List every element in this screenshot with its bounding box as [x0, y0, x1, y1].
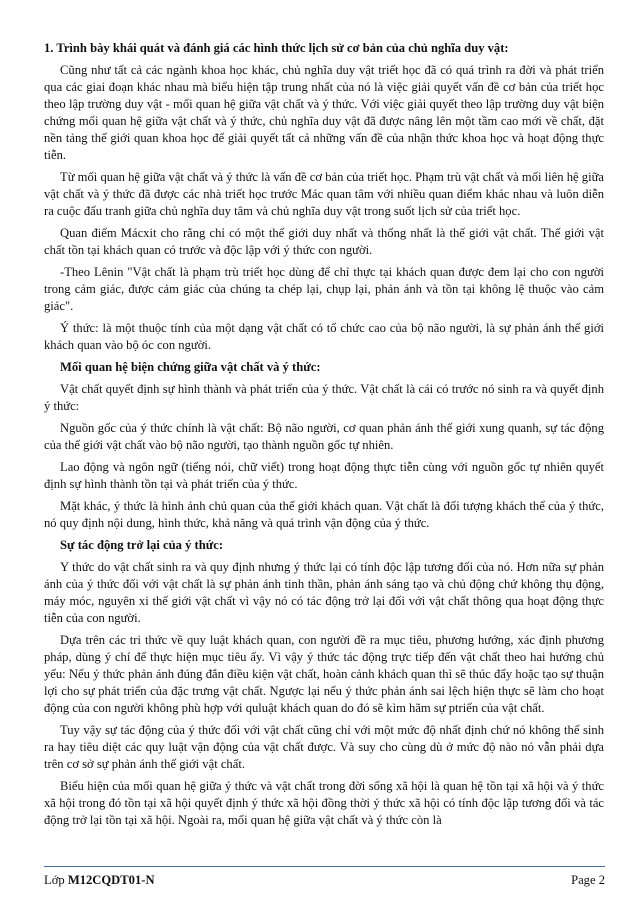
paragraph-relation-4: Mặt khác, ý thức là hình ảnh chủ quan của thế giới khách quan. Vật chất là đối tượng khách thể của ý thức, nó quy định nội dung, hình thức, khả năng và quá trình vận động của ý thức.	[44, 499, 604, 530]
paragraph-intro-4: -Theo Lênin "Vật chất là phạm trù triết học dùng để chỉ thực tại khách quan được đem lại cho con người trong cảm giác, được cảm giác của chúng ta chép lại, chụp lại, phản ánh và tồn tại không lệ thuộc vào cảm giác".	[44, 265, 604, 313]
paragraph-intro-5: Ý thức: là một thuộc tính của một dạng vật chất có tổ chức cao của bộ não người, là sự phản ánh thế giới khách quan vào bộ óc con người.	[44, 321, 604, 352]
section-heading: 1. Trình bày khái quát và đánh giá các hình thức lịch sử cơ bản của chủ nghĩa duy vật:	[44, 41, 509, 55]
paragraph-intro-1: Cũng như tất cả các ngành khoa học khác, chủ nghĩa duy vật triết học đã có quá trình ra đời và phát triển qua các giai đoạn khác nhau mà biểu hiện tập trung nhất của nó là việc giải quyết vấn đề cơ bản của triết học theo lập trường duy vật - mối quan hệ giữa vật chất và ý thức. Với việc giải quyết theo lập trường duy vật biện chứng mối quan hệ giữa vật chất và ý thức, chủ nghĩa duy vật đã được nâng lên một tầm cao mới về chất, đặt nền tảng thế giới quan khoa học để giải quyết tất cả những vấn đề của nhận thức khoa học và hoạt động thực tiễn.	[44, 63, 604, 162]
document-page	[44, 40, 604, 834]
subheading-relation: Mối quan hệ biện chứng giữa vật chất và ý thức:	[60, 360, 321, 374]
paragraph-intro-2: Từ mối quan hệ giữa vật chất và ý thức là vấn đề cơ bản của triết học. Phạm trù vật chất và mối liên hệ giữa vật chất và ý thức đã được các nhà triết học trước Mác quan tâm với nhiều quan điểm khác nhau và luôn diễn ra cuộc đấu tranh giữa chủ nghĩa duy tâm và chủ nghĩa duy vật trong suốt lịch sử của triết học.	[44, 170, 604, 218]
paragraph-intro-3: Quan điểm Mácxit cho rằng chỉ có một thế giới duy nhất và thống nhất là thế giới vật chất. Thế giới vật chất tồn tại khách quan có trước và độc lập với ý thức con người.	[44, 226, 604, 257]
paragraph-impact-3: Tuy vậy sự tác động của ý thức đối với vật chất cũng chỉ với một mức độ nhất định chứ nó không thể sinh ra hay tiêu diệt các quy luật vận động của vật chất được. Và suy cho cùng dù ở mức độ nào nó vẫn phải dựa trên cơ sở sự phản ánh thế giới vật chất.	[44, 723, 604, 771]
footer-page-number: Page 2	[571, 873, 605, 887]
paragraph-relation-1: Vật chất quyết định sự hình thành và phát triển của ý thức. Vật chất là cái có trước nó sinh ra và quyết định ý thức:	[44, 382, 604, 413]
footer-divider	[44, 866, 605, 867]
footer-class	[44, 872, 155, 888]
paragraph-relation-3: Lao động và ngôn ngữ (tiếng nói, chữ viết) trong hoạt động thực tiễn cùng với nguồn gốc tự nhiên quyết định sự hình thành tồn tại và phát triển của ý thức.	[44, 460, 604, 491]
paragraph-impact-1: Y thức do vật chất sinh ra và quy định nhưng ý thức lại có tính độc lập tương đối của nó. Hơn nữa sự phản ánh của ý thức đối với vật chất là sự phản ánh tinh thần, phản ánh sáng tạo và chủ động chứ không thụ động, máy móc, nguyên xi thế giới vật chất vì vậy nó có tác động trở lại đối với vật chất thông qua hoạt động thực tiễn của con người.	[44, 560, 604, 625]
footer-class-name: M12CQDT01-N	[67, 873, 155, 887]
subheading-impact: Sự tác động trở lại của ý thức:	[60, 538, 224, 552]
paragraph-impact-4: Biểu hiện của mối quan hệ giữa ý thức và vật chất trong đời sống xã hội là quan hệ tồn tại xã hội và ý thức xã hội trong đó tồn tại xã hội quyết định ý thức xã hội đồng thời ý thức xã hội có tính độc lập tương đối và tác động trở lại tồn tại xã hội. Ngoài ra, mối quan hệ giữa vật chất và ý thức còn là	[44, 779, 604, 827]
paragraph-impact-2: Dựa trên các tri thức về quy luật khách quan, con người đề ra mục tiêu, phương hướng, xác định phương pháp, dùng ý chí để thực hiện mục tiêu ấy. Vì vậy ý thức tác động trực tiếp đến vật chất theo hai hướng chủ yếu: Nếu ý thức phản ánh đúng đắn điều kiện vật chất, hoàn cảnh khách quan thì sẽ thúc đẩy hoặc tạo sự thuận lợi cho sự phát triển của đặc trưng vật chất. Ngược lại nếu ý thức phản ánh sai lệch hiện thực sẽ làm cho hoạt động của con người không phù hợp với quluật khách quan do đó sẽ kìm hãm sự ptriển của vật chất.	[44, 633, 604, 715]
footer-class-prefix: Lớp	[44, 873, 68, 887]
paragraph-relation-2: Nguồn gốc của ý thức chính là vật chất: Bộ não người, cơ quan phản ánh thế giới xung quanh, sự tác động của thế giới vật chất vào bộ não người, tạo thành nguồn gốc tự nhiên.	[44, 421, 604, 452]
page-footer	[44, 872, 605, 888]
